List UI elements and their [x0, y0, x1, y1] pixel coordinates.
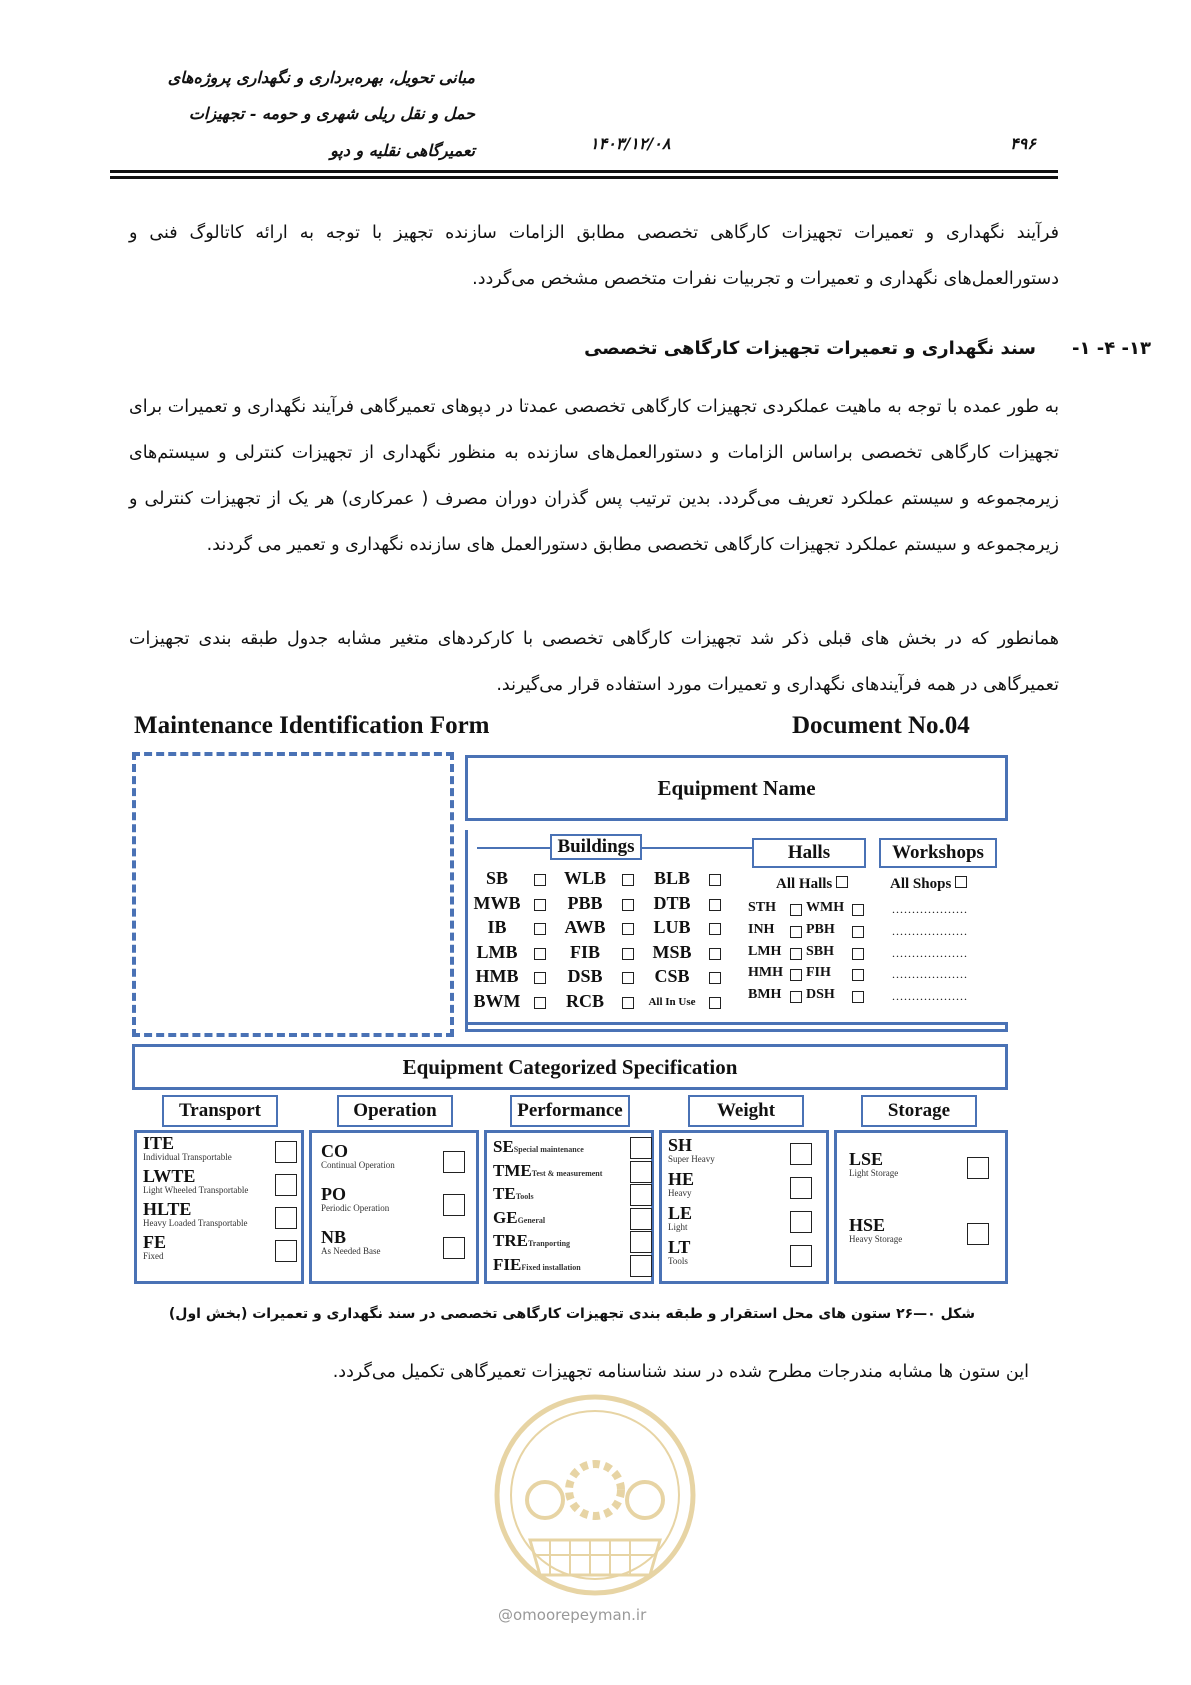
building-code: HMB [475, 966, 519, 986]
spec-code: LT [668, 1237, 691, 1257]
checkbox[interactable] [709, 948, 721, 960]
hall-code: WMH [806, 900, 845, 915]
spec-desc: Fixed installation [521, 1262, 581, 1272]
checkbox[interactable] [622, 948, 634, 960]
buildings-label: Buildings [550, 834, 642, 860]
halls-label: Halls [752, 838, 866, 868]
building-code: LMB [476, 941, 518, 962]
building-code: WLB [563, 868, 606, 888]
spec-item [493, 1255, 633, 1275]
spec-code: TME [493, 1160, 532, 1180]
checkbox[interactable] [534, 997, 546, 1009]
watermark-logo [490, 1390, 700, 1600]
spec-desc: Tranporting [527, 1239, 571, 1248]
spec-desc: Special maintenance [513, 1145, 584, 1154]
performance-box [484, 1130, 654, 1284]
checkbox[interactable] [709, 874, 721, 886]
equipment-name-label: Equipment Name [657, 776, 816, 800]
building-code: CSB [654, 966, 690, 986]
spec-desc: Light Wheeled Transportable [143, 1185, 249, 1195]
spec-code: SH [668, 1135, 693, 1155]
header-title-line2: حمل و نقل ریلی شهری و حومه - تجهیزات [188, 104, 475, 123]
spec-code: FIE [493, 1254, 522, 1274]
checkbox[interactable] [790, 969, 802, 981]
checkbox[interactable] [790, 1211, 812, 1233]
spec-code: ITE [143, 1133, 175, 1153]
section-number: ۱۳- ۴- ۱- [1072, 338, 1151, 359]
checkbox[interactable] [852, 991, 864, 1003]
checkbox[interactable] [534, 923, 546, 935]
checkbox[interactable] [709, 972, 721, 984]
spec-code: GE [493, 1207, 518, 1227]
checkbox[interactable] [622, 899, 634, 911]
header-rule [110, 170, 1058, 173]
checkbox[interactable] [836, 876, 848, 888]
hall-code: HMH [748, 965, 783, 981]
checkbox[interactable] [852, 969, 864, 981]
spec-code: TRE [493, 1231, 528, 1250]
spec-title-box [132, 1044, 1008, 1090]
building-code: AWB [564, 917, 606, 937]
hall-code: SBH [806, 943, 835, 959]
workshops-all [890, 876, 967, 893]
spec-desc: Heavy Storage [849, 1234, 903, 1244]
watermark-url: @omoorepeyman.ir [498, 1606, 647, 1624]
checkbox[interactable] [443, 1151, 465, 1173]
checkbox[interactable] [790, 1245, 812, 1267]
checkbox[interactable] [852, 926, 864, 938]
document-number: Document No.04 [792, 712, 970, 739]
category-performance: Performance [510, 1095, 630, 1127]
checkbox[interactable] [534, 899, 546, 911]
spec-desc: Super Heavy [668, 1154, 715, 1164]
spec-desc: General [517, 1215, 546, 1225]
building-code: LUB [653, 917, 691, 937]
checkbox[interactable] [275, 1174, 297, 1196]
spec-code: CO [321, 1141, 348, 1161]
page-number: ۴۹۶ [1010, 134, 1036, 153]
spec-code: PO [321, 1184, 346, 1204]
spec-item [493, 1161, 633, 1181]
spec-desc: Continual Operation [321, 1160, 395, 1170]
spec-code: FE [143, 1232, 167, 1252]
checkbox[interactable] [534, 948, 546, 960]
workshop-line[interactable]: ................... [892, 902, 968, 916]
checkbox[interactable] [790, 1177, 812, 1199]
workshop-line[interactable]: ................... [892, 945, 968, 960]
checkbox[interactable] [790, 948, 802, 960]
building-code: BLB [653, 868, 691, 888]
spec-code: NB [321, 1227, 347, 1247]
halls-all-label: All Halls [776, 876, 833, 892]
section-title: سند نگهداری و تعمیرات تجهیزات کارگاهی تخصصی [584, 338, 1036, 359]
checkbox[interactable] [852, 904, 864, 916]
checkbox[interactable] [630, 1208, 652, 1230]
spec-title: Equipment Categorized Specification [402, 1055, 738, 1079]
spec-item [668, 1171, 788, 1198]
spec-code: LSE [849, 1149, 884, 1169]
spec-code: LE [668, 1203, 693, 1223]
building-code: BWM [473, 990, 521, 1011]
checkbox[interactable] [852, 948, 864, 960]
header-rule [110, 176, 1058, 179]
workshop-line[interactable]: ................... [892, 989, 968, 1004]
spec-item [143, 1234, 268, 1261]
intro-paragraph: فرآیند نگهداری و تعمیرات تجهیزات کارگاهی تخصصی مطابق الزامات سازنده تجهیز با توجه به ارائه کاتالوگ فنی و دستورالعمل‌های نگهداری و تعمیرات و تجربیات نفرات متخصص مشخص می‌گردد. [129, 223, 1059, 289]
checkbox[interactable] [534, 972, 546, 984]
checkbox[interactable] [275, 1240, 297, 1262]
spec-item [493, 1137, 633, 1157]
operation-box [309, 1130, 479, 1284]
building-code: DSB [567, 966, 603, 986]
spec-item [668, 1137, 788, 1164]
checkbox[interactable] [630, 1161, 652, 1183]
checkbox[interactable] [622, 923, 634, 935]
spec-desc: Heavy Loaded Transportable [143, 1218, 248, 1228]
hall-code: STH [748, 900, 777, 915]
spec-desc: As Needed Base [321, 1246, 381, 1256]
workshops-all-label: All Shops [890, 876, 952, 892]
spec-item [143, 1201, 268, 1228]
building-code: RCB [565, 990, 604, 1011]
building-code: FIB [569, 941, 600, 962]
spec-code: TE [493, 1184, 516, 1203]
checkbox[interactable] [630, 1255, 652, 1277]
equipment-name-box[interactable] [465, 755, 1008, 821]
category-storage: Storage [861, 1095, 977, 1127]
hall-code: PBH [806, 921, 835, 937]
hall-code: INH [748, 921, 775, 937]
spec-item [321, 1229, 441, 1256]
checkbox[interactable] [534, 874, 546, 886]
spec-item [321, 1186, 441, 1213]
checkbox[interactable] [790, 904, 802, 916]
spec-desc: Periodic Operation [321, 1203, 390, 1213]
spec-code: HLTE [143, 1199, 192, 1219]
building-code: All In Use [648, 995, 696, 1008]
checkbox[interactable] [955, 876, 967, 888]
spec-item [849, 1151, 969, 1178]
checkbox[interactable] [709, 923, 721, 935]
spec-item [849, 1217, 969, 1244]
building-code: MWB [473, 892, 521, 913]
checkbox[interactable] [709, 899, 721, 911]
hall-code: DSH [806, 987, 835, 1003]
spec-code: HSE [849, 1215, 886, 1235]
weight-box [659, 1130, 829, 1284]
section-paragraph-1: به طور عمده با توجه به ماهیت عملکردی تجهیزات کارگاهی تخصصی عمدتا در دپوهای تعمیرگاهی فرآیند نگهداری و تعمیرات برای تجهیزات کارگاهی تخصصی براساس الزامات و دستورالعمل‌های سازنده به منظور نگهداری از تجهیزات کنترلی و سیستم‌های زیرمجموعه و سیستم عملکرد تعریف می‌گردد. بدین ترتیب پس گذران دوران مصرف ( عمرکاری) هر یک از تجهیزات کنترلی و زیرمجموعه و سیستم عملکرد تجهیزات کارگاهی تخصصی مطابق دستورالعمل های سازنده نگهداری و تعمیر می گردند. [129, 397, 1059, 555]
checkbox[interactable] [790, 926, 802, 938]
spec-desc: Light Storage [849, 1168, 899, 1178]
checkbox[interactable] [630, 1184, 652, 1206]
spec-desc: Fixed [143, 1251, 164, 1261]
spec-desc: Heavy [668, 1188, 692, 1198]
workshop-line[interactable]: ................... [892, 967, 968, 982]
building-code: IB [487, 917, 507, 937]
spec-item [493, 1208, 633, 1228]
header-date: ۱۴۰۳/۱۲/۰۸ [590, 134, 671, 153]
checkbox[interactable] [275, 1207, 297, 1229]
category-operation: Operation [337, 1095, 453, 1127]
closing-paragraph: این ستون ها مشابه مندرجات مطرح شده در سند شناسنامه تجهیزات تعمیرگاهی تکمیل می‌گردد. [332, 1362, 1029, 1382]
building-code: SB [485, 868, 509, 888]
photo-placeholder[interactable] [132, 752, 454, 1037]
form-title: Maintenance Identification Form [134, 712, 490, 739]
workshop-line[interactable]: ................... [892, 923, 968, 938]
transport-box [134, 1130, 304, 1284]
spec-code: SE [493, 1137, 514, 1156]
at-icon: @ [498, 1606, 513, 1624]
header-title-line1: مبانی تحویل، بهره‌برداری و نگهداری پروژه‌های [167, 68, 475, 87]
spec-desc: Tools [515, 1192, 534, 1201]
spec-code: HE [668, 1169, 695, 1189]
checkbox[interactable] [275, 1141, 297, 1163]
checkbox[interactable] [622, 972, 634, 984]
spec-item [321, 1143, 441, 1170]
halls-all [776, 876, 848, 893]
spec-item [493, 1231, 633, 1251]
spec-desc: Tools [668, 1256, 688, 1266]
checkbox[interactable] [967, 1223, 989, 1245]
checkbox[interactable] [967, 1157, 989, 1179]
storage-box [834, 1130, 1008, 1284]
spec-item [143, 1135, 268, 1162]
checkbox[interactable] [622, 874, 634, 886]
checkbox[interactable] [790, 1143, 812, 1165]
spec-item [668, 1239, 788, 1266]
hall-code: FIH [806, 965, 831, 981]
spec-item [143, 1168, 268, 1195]
checkbox[interactable] [790, 991, 802, 1003]
spec-item [668, 1205, 788, 1232]
spec-desc: Test & measurement [531, 1168, 603, 1178]
spec-code: LWTE [143, 1166, 196, 1186]
checkbox[interactable] [443, 1237, 465, 1259]
figure-caption: شکل ۰—۲۶ ستون های محل استقرار و طبقه بندی تجهیزات کارگاهی تخصصی در سند نگهداری و تعمیرات (بخش اول) [168, 1306, 975, 1322]
spec-desc: Light [668, 1222, 688, 1232]
spec-desc: Individual Transportable [143, 1152, 232, 1162]
checkbox[interactable] [709, 997, 721, 1009]
spec-item [493, 1184, 633, 1204]
hall-code: BMH [748, 987, 782, 1003]
checkbox[interactable] [622, 997, 634, 1009]
category-weight: Weight [688, 1095, 804, 1127]
hall-code: LMH [748, 943, 782, 959]
section-paragraph-2: همانطور که در بخش های قبلی ذکر شد تجهیزات کارگاهی تخصصی با کارکردهای متغیر مشابه جدول طبقه بندی تجهیزات تعمیرگاهی در همه فرآیندهای نگهداری و تعمیرات مورد استفاده قرار می‌گیرند. [129, 629, 1059, 695]
checkbox[interactable] [630, 1137, 652, 1159]
header-title-line3: تعمیرگاهی نقلیه و دپو [330, 141, 475, 160]
building-code: MSB [652, 941, 692, 962]
checkbox[interactable] [443, 1194, 465, 1216]
workshops-label: Workshops [879, 838, 997, 868]
checkbox[interactable] [630, 1231, 652, 1253]
category-transport: Transport [162, 1095, 278, 1127]
building-code: PBB [567, 892, 603, 913]
building-code: DTB [653, 892, 691, 913]
